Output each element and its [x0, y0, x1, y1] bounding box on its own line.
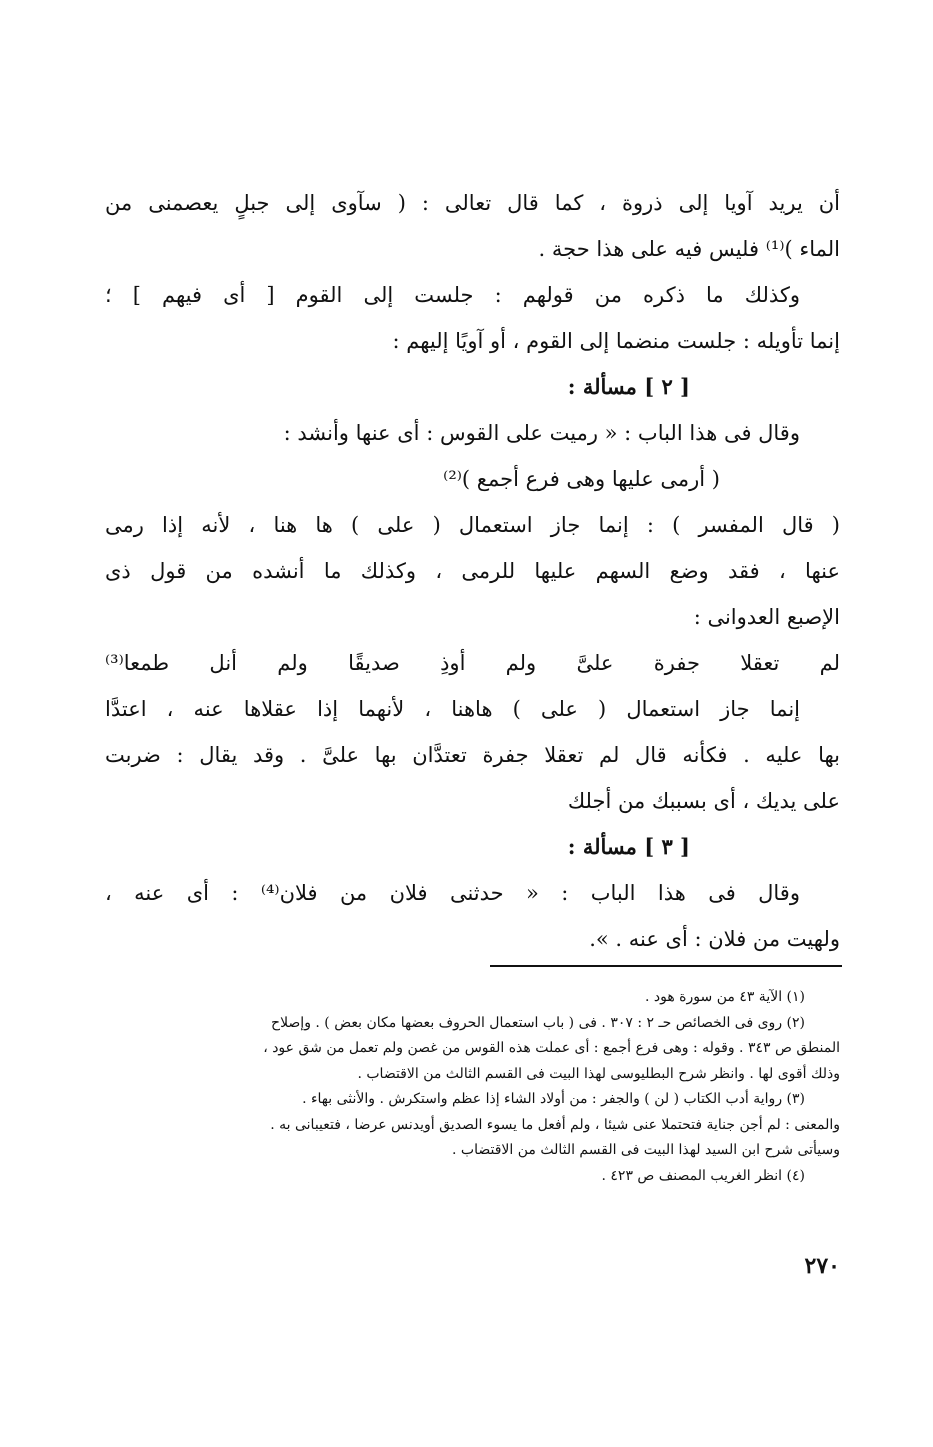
footnote-line: وذلك أقوى لها . وانظر شرح البطليوسى لهذا البيت فى القسم الثالث من الاقتضاب . — [357, 1065, 840, 1082]
section-heading: [ ٢ ] مسألة : — [567, 374, 690, 399]
text-line: عنها ، فقد وضع السهم عليها للرمى ، وكذلك ما أنشده من قول ذى — [105, 559, 840, 583]
footnote-line: (١) الآية ٤٣ من سورة هود . — [644, 989, 805, 1005]
text-line: ولهيت من فلان : أى عنه . ». — [589, 927, 840, 951]
footnote-line: (٤) انظر الغريب المصنف ص ٤٢٣ . — [601, 1167, 805, 1184]
footnote-line: المنطق ص ٣٤٣ . وقوله : وهى فرع أجمع : أى عملت هذه القوس من غصن ولم تعمل من شق عود ، — [263, 1040, 840, 1056]
footnote-divider — [490, 965, 842, 967]
text-line: على يديك ، أى بسببك من أجلك — [567, 789, 840, 813]
section-heading: [ ٣ ] مسألة : — [567, 834, 690, 859]
text-line: أن يريد آويا إلى ذروة ، كما قال تعالى : ( سآوى إلى جبلٍ يعصمنى من — [105, 191, 840, 215]
footnote-line: (٢) روى فى الخصائص حـ ٢ : ٣٠٧ . فى ( باب استعمال الحروف بعضها مكان بعض ) . وإصلاح — [271, 1014, 805, 1031]
text-line: الإصبع العدوانى : — [693, 605, 840, 629]
footnote-line: والمعنى : لم أجن جناية فتحتملا عنى شيئا ، ولم أفعل ما يسوء الصديق أويدنس عرضا ، فتعيبانى به . — [270, 1116, 840, 1133]
verse-line: ( أرمى عليها وهى فرع أجمع )⁽²⁾ — [443, 467, 720, 491]
text-line: وكذلك ما ذكره من قولهم : جلست إلى القوم [ أى فيهم ] ؛ — [105, 283, 800, 307]
text-line: وقال فى هذا الباب : « رميت على القوس : أى عنها وأنشد : — [283, 421, 800, 445]
text-line: ( قال المفسر ) : إنما جاز استعمال ( على ) ها هنا ، لأنه إذا رمى — [105, 513, 840, 537]
text-line: إنما جاز استعمال ( على ) هاهنا ، لأنهما إذا عقلاها عنه ، اعتدَّا — [105, 697, 800, 721]
text-line: إنما تأويله : جلست منضما إلى القوم ، أو آويًا إليهم : — [392, 329, 840, 353]
verse-line: لم تعقلا جفرة علىَّ ولم أوذِ صديقًا ولم أنل طمعا⁽³⁾ — [105, 651, 840, 675]
footnote-line: (٣) رواية أدب الكتاب ( لن ) والجفر : من أولاد الشاء إذا عظم واستكرش . والأنثى بهاء . — [302, 1091, 805, 1107]
main-text — [105, 180, 840, 962]
page-number: ٢٧٠ — [804, 1253, 840, 1279]
text-line: وقال فى هذا الباب : « حدثنى فلان من فلان⁽⁴⁾ : أى عنه ، — [105, 881, 800, 905]
footnotes — [105, 985, 840, 1189]
text-line: الماء )⁽¹⁾ فليس فيه على هذا حجة . — [538, 237, 840, 261]
text-line: بها عليه . فكأنه قال لم تعقلا جفرة تعتدَّان بها علىَّ . وقد يقال : ضربت — [105, 743, 840, 767]
footnote-line: وسيأتى شرح ابن السيد لهذا البيت فى القسم الثالث من الاقتضاب . — [451, 1142, 840, 1158]
